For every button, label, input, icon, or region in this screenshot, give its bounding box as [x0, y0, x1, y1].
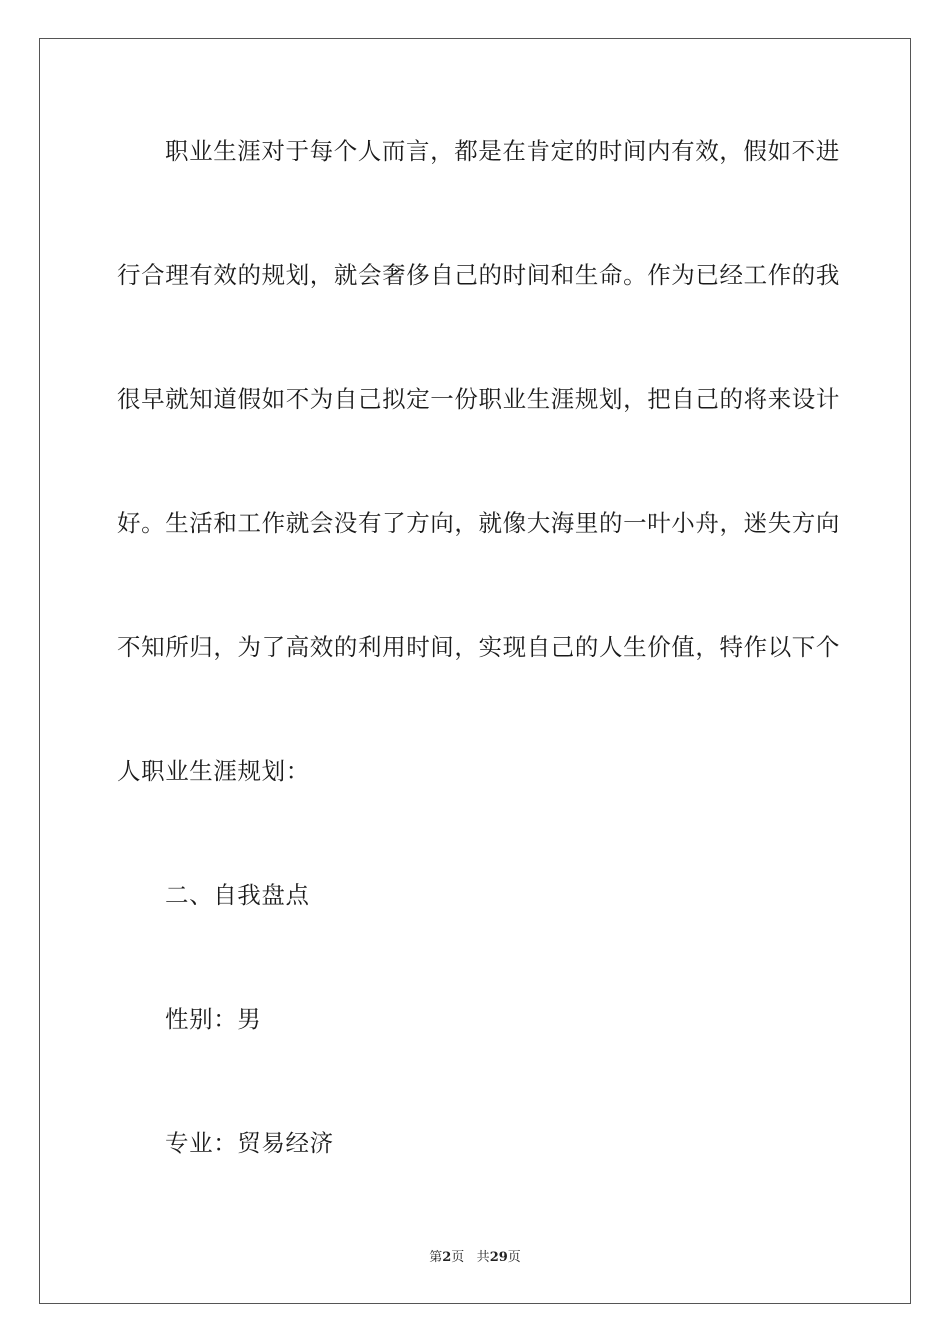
paragraph-line-2: 行合理有效的规划，就会奢侈自己的时间和生命。作为已经工作的我	[117, 261, 840, 289]
paragraph-line-3: 很早就知道假如不为自己拟定一份职业生涯规划，把自己的将来设计	[117, 385, 840, 413]
gender-line: 性别：男	[165, 1005, 262, 1033]
page-footer	[0, 1246, 950, 1265]
page-suffix: 页	[451, 1250, 465, 1265]
page-border	[39, 38, 911, 1304]
total-pages: 29	[489, 1250, 508, 1265]
paragraph-line-1: 职业生涯对于每个人而言，都是在肯定的时间内有效，假如不进	[165, 137, 840, 165]
paragraph-line-6: 人职业生涯规划：	[117, 757, 310, 785]
section-heading: 二、自我盘点	[165, 881, 310, 909]
page-prefix: 第	[429, 1250, 443, 1265]
paragraph-line-5: 不知所归，为了高效的利用时间，实现自己的人生价值，特作以下个	[117, 633, 840, 661]
total-prefix: 共	[476, 1250, 490, 1265]
paragraph-line-4: 好。生活和工作就会没有了方向，就像大海里的一叶小舟，迷失方向	[117, 509, 840, 537]
major-line: 专业：贸易经济	[165, 1129, 334, 1157]
total-suffix: 页	[507, 1250, 521, 1265]
page-number: 2	[442, 1250, 452, 1265]
